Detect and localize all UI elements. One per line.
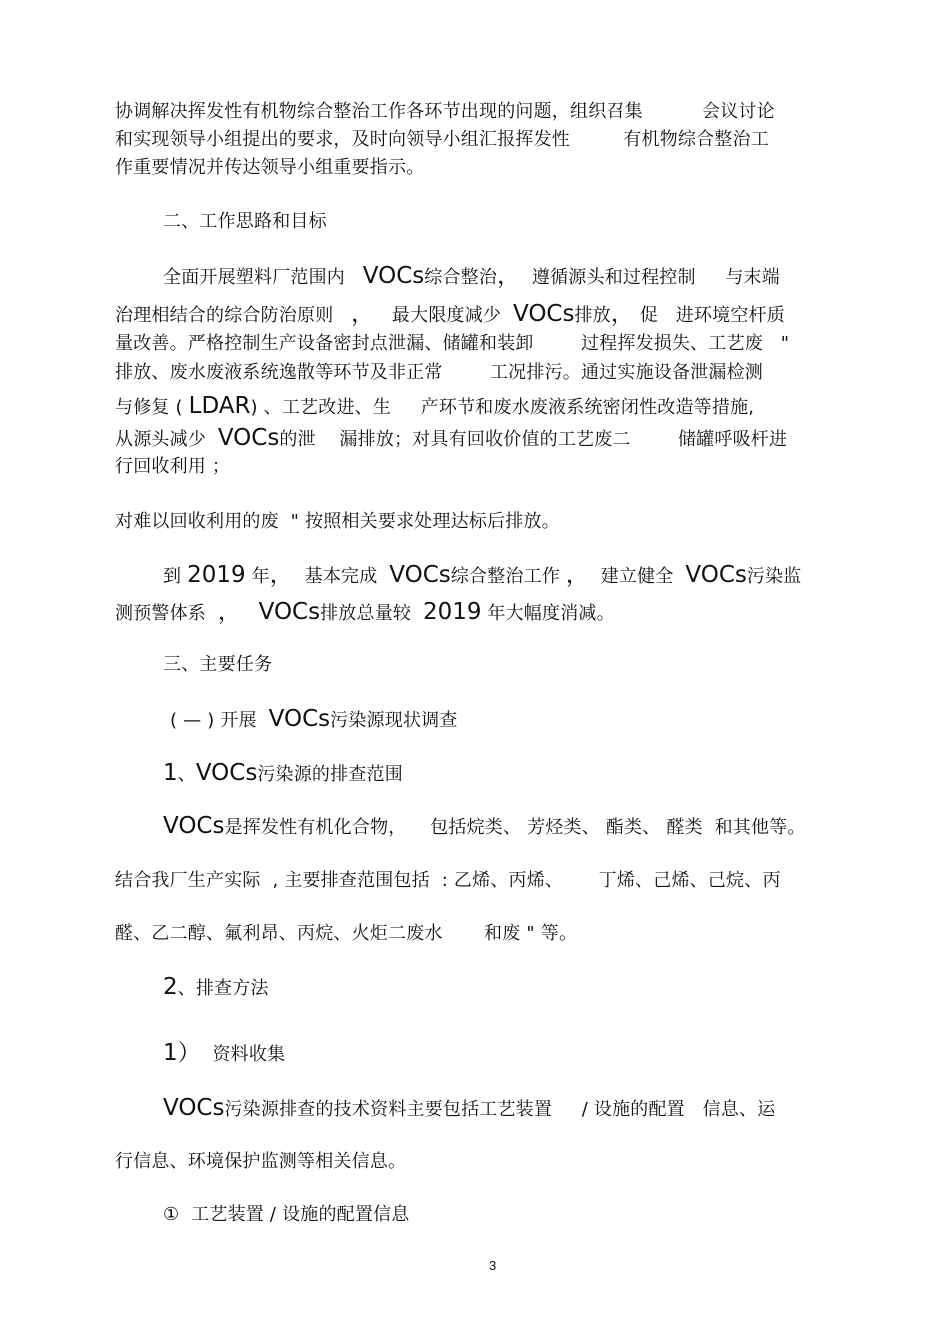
list-item: ① 工艺装置 / 设施的配置信息: [163, 1204, 410, 1225]
paragraph-line: 排放、废水废液系统逸散等环节及非正常 工况排污。通过实施设备泄漏检测: [115, 362, 763, 383]
paragraph-line: 测预警体系 ， VOCs排放总量较 2019 年大幅度消减。: [115, 599, 615, 625]
paragraph-line: 到 2019 年， 基本完成 VOCs综合整治工作 ， 建立健全 VOCs污染监: [163, 562, 802, 588]
paragraph-line: 协调解决挥发性有机物综合整治工作各环节出现的问题，组织召集 会议讨论: [115, 101, 775, 122]
paragraph-line: 结合我厂生产实际 , 主要排查范围包括 : 乙烯、丙烯、 丁烯、己烯、己烷、丙: [115, 870, 781, 891]
paragraph-line: 对难以回收利用的废 " 按照相关要求处理达标后排放。: [115, 511, 560, 532]
paragraph-line: 量改善。严格控制生产设备密封点泄漏、储罐和装卸 过程挥发损失、工艺废 ": [115, 333, 790, 354]
paragraph-line: VOCs污染源排查的技术资料主要包括工艺装置 / 设施的配置 信息、运: [163, 1095, 776, 1121]
paragraph-line: 和实现领导小组提出的要求，及时向领导小组汇报挥发性 有机物综合整治工: [115, 129, 769, 150]
paragraph-line: 治理相结合的综合防治原则 ， 最大限度减少 VOCs排放， 促 进环境空杆质: [115, 301, 785, 327]
subsection-heading: ( — ) 开展 VOCs污染源现状调查: [170, 706, 458, 732]
paragraph-line: 行回收利用 ；: [115, 456, 231, 477]
subsection-heading: 1、VOCs污染源的排查范围: [163, 760, 403, 786]
paragraph-line: 全面开展塑料厂范围内 VOCs综合整治， 遵循源头和过程控制 与末端: [163, 263, 780, 289]
paragraph-line: 与修复 ( LDAR) 、工艺改进、生 产环节和废水废液系统密闭性改造等措施,: [115, 393, 755, 419]
subsection-heading: 2、排查方法: [163, 974, 269, 1000]
paragraph-line: 行信息、环境保护监测等相关信息。: [115, 1151, 407, 1172]
section-heading: 二、工作思路和目标: [163, 211, 327, 232]
section-heading: 三、主要任务: [163, 654, 273, 675]
paragraph-line: 从源头减少 VOCs的泄 漏排放；对具有回收价值的工艺废二 储罐呼吸杆进: [115, 425, 788, 451]
paragraph-line: VOCs是挥发性有机化合物， 包括烷类、 芳烃类、 酯类、 醛类 和其他等。: [163, 813, 806, 839]
paragraph-line: 醛、乙二醇、氟利昂、丙烷、火炬二废水 和废 " 等。: [115, 923, 578, 944]
paragraph-line: 作重要情况并传达领导小组重要指示。: [115, 157, 425, 178]
page-number: 3: [489, 1258, 497, 1273]
subsection-heading: 1） 资料收集: [163, 1040, 286, 1066]
